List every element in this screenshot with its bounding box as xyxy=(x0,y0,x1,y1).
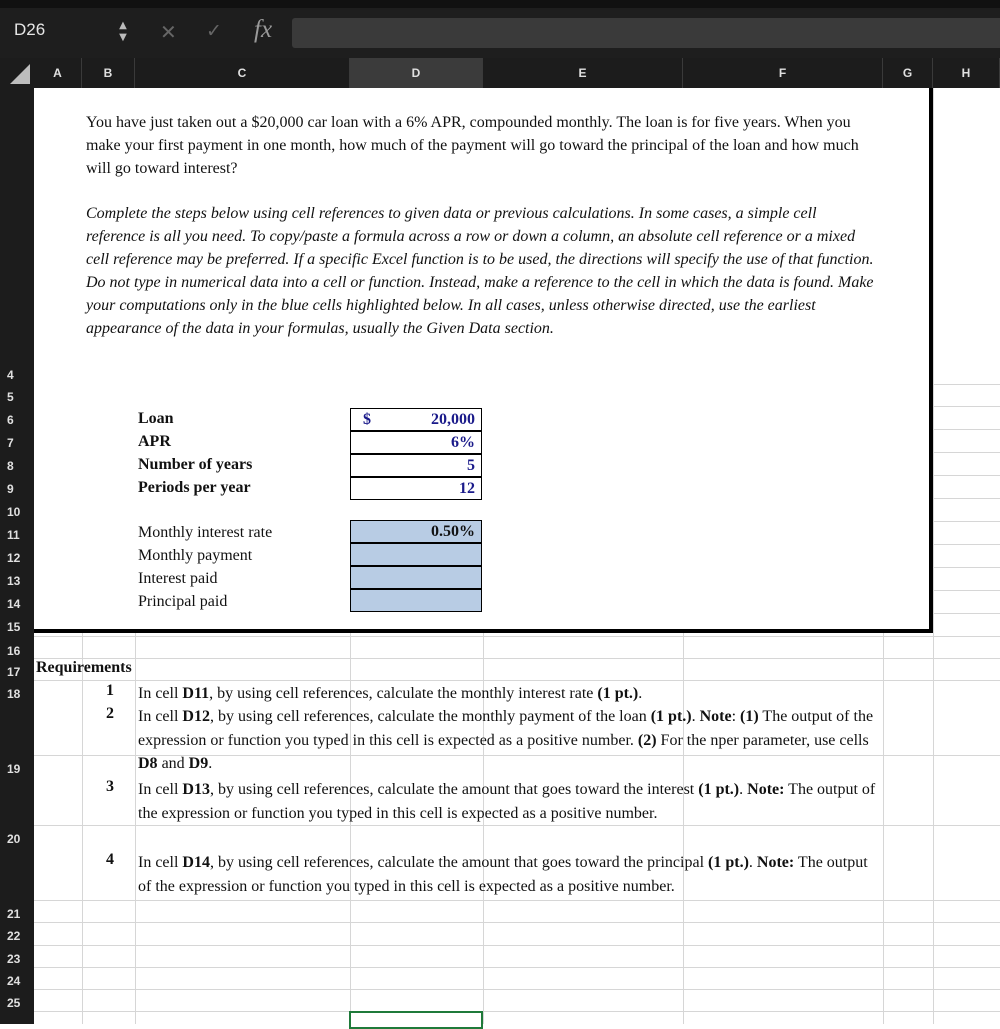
grid-line xyxy=(34,900,1000,901)
row-header-23[interactable]: 23 xyxy=(7,952,21,966)
emphasis-text: (1 pt.) xyxy=(698,781,740,798)
emphasis-text: D9 xyxy=(188,755,209,772)
text-run: , by using cell references, calculate the monthly payment of the loan xyxy=(209,708,651,725)
name-box-stepper[interactable] xyxy=(116,20,130,48)
grid-line xyxy=(34,945,1000,946)
label-monthly-interest-rate: Monthly interest rate xyxy=(138,524,273,541)
row-header-11[interactable]: 11 xyxy=(7,528,20,542)
text-run: and xyxy=(157,755,189,772)
requirement-text xyxy=(138,851,878,898)
select-all-triangle-icon[interactable] xyxy=(10,64,30,84)
row-header-22[interactable]: 22 xyxy=(7,929,21,943)
formula-input[interactable] xyxy=(292,18,1000,48)
grid-line xyxy=(34,989,1000,990)
row-header-4[interactable]: 4 xyxy=(7,368,14,382)
label-number-of-years: Number of years xyxy=(138,456,253,473)
row-header-25[interactable]: 25 xyxy=(7,996,21,1010)
cell-d7-apr[interactable]: 6% xyxy=(350,431,482,454)
row-headers xyxy=(0,88,34,1024)
row-header-7[interactable]: 7 xyxy=(7,436,14,450)
row-header-14[interactable]: 14 xyxy=(7,597,21,611)
text-run: The output of the expression or function you typed in this cell is expected as a positive number. xyxy=(138,708,874,749)
requirement-number: 1 xyxy=(106,682,114,699)
row-header-9[interactable]: 9 xyxy=(7,482,14,496)
label-loan: Loan xyxy=(138,410,174,427)
label-apr: APR xyxy=(138,433,171,450)
text-run: : xyxy=(731,708,741,725)
currency-symbol: $ xyxy=(363,411,371,428)
requirement-text xyxy=(138,705,878,776)
row-header-18[interactable]: 18 xyxy=(7,687,21,701)
loan-value: 20,000 xyxy=(431,411,475,428)
text-run: In cell xyxy=(138,781,183,798)
emphasis-text: (2) xyxy=(637,731,657,749)
select-all-corner[interactable] xyxy=(0,58,34,88)
column-header-h[interactable]: H xyxy=(933,58,1000,88)
grid-line xyxy=(34,658,1000,659)
stepper-up-icon[interactable]: ▲ xyxy=(119,20,127,31)
window-top-edge xyxy=(0,0,1000,8)
column-header-g[interactable]: G xyxy=(883,58,933,88)
requirement-text xyxy=(138,778,878,825)
emphasis-text: (1 pt.) xyxy=(597,685,639,702)
cell-d12-monthly-payment[interactable] xyxy=(350,543,482,566)
row-header-17[interactable]: 17 xyxy=(7,665,21,679)
row-header-5[interactable]: 5 xyxy=(7,390,14,404)
text-run: , by using cell references, calculate the amount that goes toward the interest xyxy=(209,781,699,798)
text-run: . xyxy=(208,755,213,772)
row-header-15[interactable]: 15 xyxy=(7,620,21,634)
row-header-10[interactable]: 10 xyxy=(7,505,21,519)
requirement-number: 2 xyxy=(106,705,114,722)
emphasis-text: D13 xyxy=(182,781,210,798)
text-run: . xyxy=(739,781,748,798)
emphasis-text: Note: xyxy=(747,781,785,798)
label-principal-paid: Principal paid xyxy=(138,593,228,610)
row-header-16[interactable]: 16 xyxy=(7,644,21,658)
name-box[interactable]: D26 xyxy=(14,20,46,39)
text-run: . xyxy=(748,854,757,871)
emphasis-text: Note: xyxy=(756,854,795,871)
emphasis-text: D14 xyxy=(182,854,210,871)
requirement-number: 3 xyxy=(106,778,114,795)
text-run: In cell xyxy=(138,685,183,702)
confirm-icon[interactable]: ✓ xyxy=(206,20,222,42)
grid-line xyxy=(34,636,1000,637)
cell-d13-interest-paid[interactable] xyxy=(350,566,482,589)
instructions: Complete the steps below using cell references to given data or previous calculations. In some cases, a simple cell reference is all you need. To copy/paste a formula across a row or down a column, an absolute cell reference or a mixed cell reference may be preferred. If a specific Excel function is to be used, the directions will specify the use of that function. Do not type in numerical data into a cell or function. Instead, make a reference to the cell in which the data is found. Make your computations only in the blue cells highlighted below. In all cases, unless otherwise directed, use the earliest appearance of the data in your formulas, usually the Given Data section. xyxy=(86,205,874,337)
problem-statement: You have just taken out a $20,000 car loan with a 6% APR, compounded monthly. The loan is for five years. When you make your first payment in one month, how much of the payment will go toward the principal of the loan and how much will go toward interest? xyxy=(86,114,859,177)
column-header-e[interactable]: E xyxy=(483,58,683,88)
text-run: For the nper parameter, use cells xyxy=(656,731,869,749)
cell-d8-years[interactable]: 5 xyxy=(350,454,482,477)
fx-icon[interactable]: fx xyxy=(254,16,273,43)
grid-line xyxy=(34,922,1000,923)
text-run: , by using cell references, calculate the monthly interest rate xyxy=(209,685,598,702)
text-run: . xyxy=(691,708,700,725)
row-header-19[interactable]: 19 xyxy=(7,762,21,776)
text-run: The output of the expression or function you typed in this cell is expected as a positive number. xyxy=(138,781,876,822)
formula-bar-area xyxy=(0,0,1000,58)
grid-line xyxy=(34,680,1000,681)
text-run: In cell xyxy=(138,708,183,725)
row-header-13[interactable]: 13 xyxy=(7,574,21,588)
row-header-20[interactable]: 20 xyxy=(7,832,21,846)
emphasis-text: (1 pt.) xyxy=(708,854,749,871)
label-monthly-payment: Monthly payment xyxy=(138,547,253,564)
cell-d11-monthly-rate[interactable]: 0.50% xyxy=(350,520,482,543)
requirement-text xyxy=(138,682,878,706)
label-periods-per-year: Periods per year xyxy=(138,479,251,496)
cell-d9-periods[interactable]: 12 xyxy=(350,477,482,500)
requirements-title: Requirements xyxy=(36,659,132,676)
row-header-21[interactable]: 21 xyxy=(7,907,21,921)
text-run: , by using cell references, calculate the amount that goes toward the principal xyxy=(209,854,709,871)
cell-d6-loan[interactable] xyxy=(350,408,482,431)
emphasis-text: (1) xyxy=(740,708,759,725)
column-header-b[interactable]: B xyxy=(82,58,135,88)
emphasis-text: Note xyxy=(699,708,732,725)
emphasis-text: (1 pt.) xyxy=(650,708,692,725)
emphasis-text: D8 xyxy=(138,755,158,772)
grid-line xyxy=(34,825,1000,826)
text-run: . xyxy=(638,685,643,702)
column-header-d[interactable]: D xyxy=(350,58,483,88)
grid-line xyxy=(933,88,934,1024)
text-run: The output of the expression or function you typed in this cell is expected as a positive number. xyxy=(138,854,868,895)
row-header-6[interactable]: 6 xyxy=(7,413,14,427)
cell-d14-principal-paid[interactable] xyxy=(350,589,482,612)
column-header-c[interactable]: C xyxy=(135,58,350,88)
row-header-24[interactable]: 24 xyxy=(7,974,21,988)
grid-line xyxy=(34,1011,1000,1012)
label-interest-paid: Interest paid xyxy=(138,570,218,587)
cancel-icon[interactable]: ✕ xyxy=(160,20,177,44)
emphasis-text: D11 xyxy=(182,685,210,702)
emphasis-text: D12 xyxy=(182,708,210,725)
column-header-a[interactable]: A xyxy=(34,58,82,88)
stepper-down-icon[interactable]: ▼ xyxy=(119,32,127,43)
row-header-8[interactable]: 8 xyxy=(7,459,14,473)
grid-line xyxy=(34,967,1000,968)
active-cell-d26[interactable] xyxy=(349,1011,483,1029)
column-header-f[interactable]: F xyxy=(683,58,883,88)
requirement-number: 4 xyxy=(106,851,114,868)
text-run: In cell xyxy=(138,854,183,871)
row-header-12[interactable]: 12 xyxy=(7,551,21,565)
